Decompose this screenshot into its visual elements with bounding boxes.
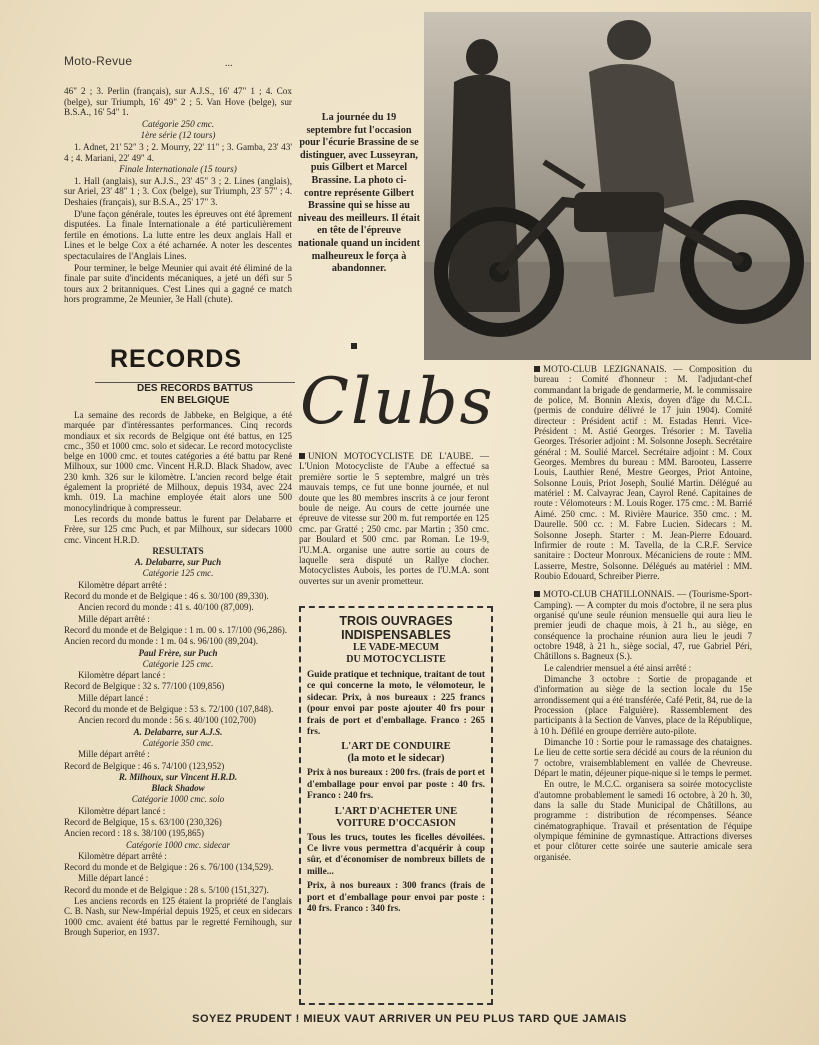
rider-line: R. Milhoux, sur Vincent H.R.D. (118, 771, 238, 782)
record-line: Record du monde et de Belgique : 53 s. 72/100 (107,848). (64, 704, 274, 715)
series-heading: 1ère série (12 tours) (140, 130, 216, 141)
record-line: Kilomètre départ arrêté : (78, 850, 167, 861)
record-line: Record de Belgique, 15 s. 63/100 (230,326) (64, 816, 222, 827)
race-photo (424, 12, 811, 360)
results-paragraph: 1. Hall (anglais), sur A.J.S., 23' 45" 3 ; 2. Lines (anglais), sur Ariel, 23' 48" 1 ; 3. Cox (belge), sur Triumph, 23' 57" ; 4. Deshaies (français), sur B.S.A., 25' 17" 3. (64, 175, 292, 207)
caption-bullet (351, 343, 357, 349)
record-line: Record de Belgique : 46 s. 74/100 (123,952) (64, 760, 225, 771)
record-line: Ancien record du monde : 1 m. 04 s. 96/100 (89,204). (64, 636, 258, 647)
ad-paragraph: Prix à nos bureaux : 200 frs. (frais de port et d'emballage pour envoi par poste : 40 frs. Franco : 240 frs. (307, 768, 485, 802)
club-title: MOTO-CLUB LEZIGNANAIS. (543, 364, 667, 374)
ad-book-title: L'ART D'ACHETER UNE (334, 805, 458, 817)
record-line: Mille départ arrêté : (78, 749, 150, 760)
ad-heading: INDISPENSABLES (341, 628, 451, 642)
results-heading: RESULTATS (152, 545, 204, 556)
club-paragraph: En outre, le M.C.C. organisera sa soirée motocycliste d'automne probablement le samedi 16 octobre, à 20 h. 30, dans la salle du Stade Municipal de Châtillons, au programme : distribution de récompenses. Séance cinématographique. Travail et présentation de l'équipe olympique féminine de gymnastique. Attractions diverses et pour clôturer cette soirée une sauterie amicale sera organisée. (534, 779, 752, 862)
record-line: Kilomètre départ lancé : (78, 805, 166, 816)
club-title: UNION MOTOCYCLISTE DE L'AUBE. (308, 451, 474, 461)
rider-line: A. Delabarre, sur Puch (134, 557, 222, 568)
ad-book-title: VOITURE D'OCCASION (336, 817, 456, 829)
records-paragraph: Les records du monde battus le furent par Delabarre et Frère, sur 125 cmc Puch, et par Milhoux, sur sidecars 1000 cmc. Vincent H.R.D. (64, 513, 292, 545)
club-entry (534, 589, 752, 661)
rider-line: Black Shadow (151, 783, 205, 794)
record-line: Ancien record du monde : 41 s. 40/100 (87,009). (78, 602, 254, 613)
club-entry (299, 451, 489, 586)
header-ornament: ... (225, 58, 233, 69)
ad-paragraph: Prix, à nos bureaux : 300 francs (frais de port et d'emballage pour envoi par poste : 40 frs. Franco : 340 frs. (307, 881, 485, 915)
ad-book-title: DU MOTOCYCLISTE (346, 654, 446, 665)
final-heading: Finale Internationale (15 tours) (119, 164, 237, 175)
category-line: Catégorie 125 cmc. (142, 568, 214, 579)
category-line: Catégorie 1000 cmc. sidecar (126, 839, 230, 850)
club-bullet (299, 453, 305, 459)
record-line: Ancien record : 18 s. 38/100 (195,865) (64, 828, 204, 839)
club-entry (534, 364, 752, 581)
record-line: Record de Belgique : 32 s. 77/100 (109,856) (64, 681, 225, 692)
books-ad-box (299, 606, 493, 1005)
rider-line: Paul Frère, sur Puch (138, 647, 218, 658)
clubs-heading: Clubs (300, 365, 495, 439)
category-line: Catégorie 125 cmc. (142, 658, 214, 669)
results-paragraph: 46" 2 ; 3. Perlin (français), sur A.J.S., 16' 47" 1 ; 4. Cox (belge), sur Triumph, 16' 49" 2 ; 5. Van Hove (belge), sur B.S.A., 16' 54" 1. (64, 86, 292, 118)
category-line: Catégorie 1000 cmc. solo (131, 794, 225, 805)
club-paragraph: Dimanche 10 : Sortie pour le ramassage des chataignes. Le lieu de cette sortie sera décidé au cours de la réunion du 7 octobre, vraisemblablement en vallée de Chevreuse. Départ le matin, déjeuner pique-nique si le temps le permet. (534, 737, 752, 779)
footer-slogan: SOYEZ PRUDENT ! MIEUX VAUT ARRIVER UN PEU PLUS TARD QUE JAMAIS (192, 1013, 627, 1025)
ad-book-title: LE VADE-MECUM (352, 642, 440, 653)
record-line: Mille départ arrêté : (78, 613, 150, 624)
club-text: — Composition du bureau : Comité d'honneur : M. l'adjudant-chef commandant la brigade de gendarmerie, M. le commissaire de police, M. Bonnin Alexis, doyen d'âge du M.C.L. (permis de conduire délivré le 17 juin 1904). Comité directeur : Président actif : M. Estadas Henri. Vice-Président : M. Astié Georges. Trésorier : M. Tavelia Georges. Trésorier adjoint : M. Solsonne Joseph. Secrétaire général : M. Soulié Marcel. Secrétaire adjoint : M. Coux Georges. Membres du bureau : MM. Barooteu, Lasserre Louis, Lauthier René, Mestre Georges, Priot Antoine, Solsonne Louis, Priot Joseph, Soulié Martin. Délégué au matériel : M. Calvayrac Jean, Cayrol René. Capitaines de route : Vélomoteurs : M. Louis Roger. 175 cmc. : M. Barrié Aimé. 250 cmc. : M. Rivière Maurice. 350 cmc. : M. Daurelle. 500 cc. : M. Fabre Lucien. Sidecars : M. Solsonne Joseph. Starter : M. Jean-Pierre Edouard. Infirmier de route : M. Tavella, de la C.R.F. Service sanitaire : Docteur Monroux. Mécaniciens de route : MM. Lasserre, Mestre, Solsonne. Délégués au matériel : MM. Roubio Edouard, Schreiber Pierre. (534, 364, 752, 581)
ad-paragraph: Guide pratique et technique, traitant de tout ce qui concerne la moto, le vélomoteur, le sidecar. Prix, à nos bureaux : 225 francs (pour envoi par poste ajouter 40 frs pour frais de port et d'emballage. Franco : 265 frs. (307, 670, 485, 738)
ad-paragraph: Tous les trucs, toutes les ficelles dévoilées. Ce livre vous permettra d'acquérir à coup sûr, et d'économiser de nombreux billets de mille... (307, 832, 485, 877)
club-text: — (Tourisme-Sport-Camping). — A compter du mois d'octobre, il ne sera plus organisé qu'une seule réunion mensuelle qui aura lieu le premier jeudi de chaque mois, à 21 h., au siège, en conséquence la prochaine réunion aura lieu le jeudi 7 octobre 1948, à 21 h., siège social, 47, rue Gabriel Péri, Châtillons s. Bagneux (S.). (534, 589, 752, 662)
race-results-column (64, 86, 292, 306)
records-paragraph: La semaine des records de Jabbeke, en Belgique, a été marquée par d'intéressantes performances. Cinq records mondiaux et six records de Belgique ont été battus, en 125 cmc., 350 et 1000 cmc. solo et sidecar. Le record motocycliste belge en 1000 cmc. et toutes catégories a été battu par René Milhoux, sur 1000 cmc. Vincent H.R.D. Black Shadow, avec 230 kmh. 326 sur le kilomètre. L'ancien record belge était également la propriété de Milhoux, depuis 1934, avec 224 kmh. 019. La machine employée était alors une 500 monocylindrique à compresseur. (64, 410, 292, 513)
record-line: Record du monde et de Belgique : 28 s. 5/100 (151,327). (64, 884, 269, 895)
record-line: Record du monde et de Belgique : 1 m. 00 s. 17/100 (96,286). (64, 624, 287, 635)
category-heading: Catégorie 250 cmc. (141, 118, 215, 129)
club-bullet (534, 591, 540, 597)
record-line: Kilomètre départ arrêté : (78, 579, 167, 590)
records-subheading-line: DES RECORDS BATTUS (137, 383, 253, 394)
record-line: Record du monde et de Belgique : 46 s. 30/100 (89,330). (64, 591, 269, 602)
clubs-right-column (534, 364, 752, 863)
ad-heading: TROIS OUVRAGES (339, 614, 453, 628)
record-line: Record du monde et de Belgique : 26 s. 76/100 (134,529). (64, 862, 274, 873)
club-paragraph: Le calendrier mensuel a été ainsi arrêté : (544, 662, 692, 673)
records-heading: RECORDS (110, 345, 243, 373)
results-paragraph: 1. Adnet, 21' 52" 3 ; 2. Mourry, 22' 11" ; 3. Gamba, 23' 43' 4 ; 4. Mariani, 22' 49" 4. (64, 141, 292, 163)
records-subheading (95, 383, 295, 407)
records-column (64, 410, 292, 938)
club-bullet (534, 366, 540, 372)
club-title: MOTO-CLUB CHATILLONNAIS. (543, 589, 675, 600)
record-line: Mille départ lancé : (78, 873, 149, 884)
records-paragraph: Les anciens records en 125 étaient la propriété de l'anglais C. B. Nash, sur New-Impérial depuis 1925, et ceux en sidecars 1000 cmc. avaient été battus par le regretté Fernihough, sur Brough Superior, en 1937. (64, 896, 292, 937)
running-header: Moto-Revue (64, 54, 133, 68)
category-line: Catégorie 350 cmc. (142, 737, 214, 748)
commentary-paragraph: D'une façon générale, toutes les épreuves ont été âprement disputées. La finale Internationale a été particulièrement fertile en émotions. La lutte entre les deux anglais Hall et Lines et le belge Cox a été acharnée. A noter les descentes spectaculaires de l'Anglais Lines. (64, 208, 292, 261)
photo-caption: La journée du 19 septembre fut l'occasion pour l'écurie Brassine de se distinguer, avec Lusseyran, puis Gilbert et Marcel Brassine. La photo ci-contre représente Gilbert Brassine qui se hisse au niveau des meilleurs. Il était en tête de l'épreuve nationale quand un incident malheureux le força à abandonner. (298, 112, 421, 275)
uma-column (299, 451, 489, 587)
record-line: Kilomètre départ lancé : (78, 670, 166, 681)
record-line: Mille départ lancé : (78, 692, 149, 703)
club-paragraph: Dimanche 3 octobre : Sortie de propagande et d'information au siège de la section locale du 15e arrondissement qui a été transférée, Café Petit, 84, rue de la Procession (place Falguière). Rassemblement des participants à la Section de Vanves, place de la République, à 10 h. Défilé en groupe derrière auto-pilote. (534, 673, 752, 736)
record-line: Ancien record du monde : 56 s. 40/100 (102,700) (78, 715, 256, 726)
commentary-paragraph: Pour terminer, le belge Meunier qui avait été éliminé de la finale par suite d'incidents mécaniques, a jeté un défi sur 5 tours aux 2 britanniques. C'est Lines qui a gagné ce match hors programme, 2e Meunier, 3e Hall (chute). (64, 262, 292, 305)
ad-book-title: (la moto et le sidecar) (347, 753, 445, 765)
rider-line: A. Delabarre, sur A.J.S. (133, 726, 223, 737)
club-text: — L'Union Motocycliste de l'Aube a effectué sa première sortie le 5 septembre, malgré un très mauvais temps, ce fut une bonne journée, et nul doute que les 80 membres inscrits à ce jour feront boule de neige. Au cours de cette journée une épreuve de vitesse sur 200 m. fut remportée en 125 cmc. par Gratté ; 250 cmc. par Martin ; 350 cmc. par Boulard et 500 cmc. par Roman. Le 19-9, l'U.M.A. organise une autre sortie au cours de laquelle sera disputé un Rallye clocher. Motocyclistes Aubois, les portes de l'U.M.A. sont ouvertes sur un avenir prometteur. (299, 451, 489, 586)
records-subheading-line: EN BELGIQUE (160, 395, 230, 406)
ad-book-title: L'ART DE CONDUIRE (341, 741, 451, 753)
